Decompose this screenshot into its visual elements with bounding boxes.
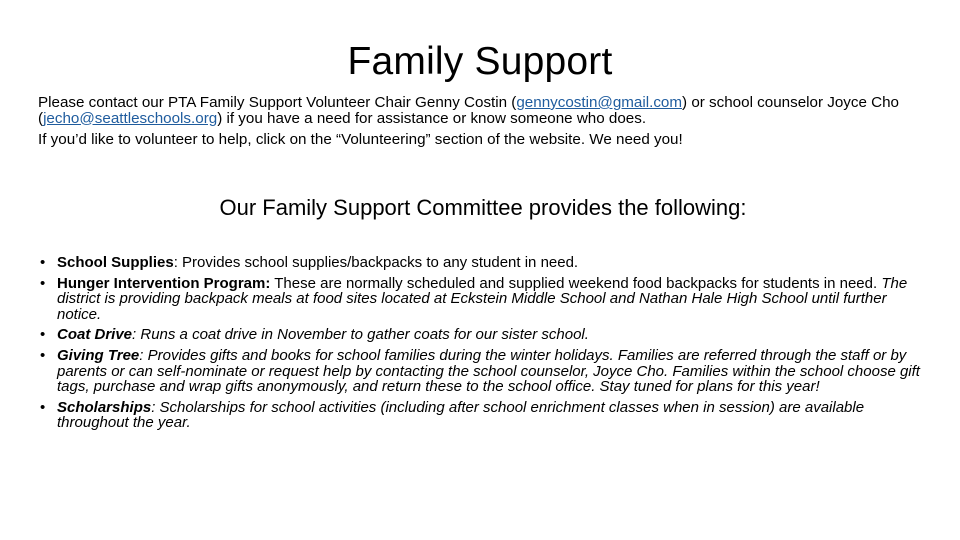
item-note: The district is providing backpack meals at food sites located at Eckstein Middle School and Nathan Hale High School until further notice. [57, 274, 908, 323]
bullet-icon: • [40, 274, 46, 292]
list-item-school-supplies [40, 255, 920, 271]
contact-paragraph [38, 95, 918, 126]
item-separator: : [151, 398, 160, 416]
page-title: Family Support [347, 40, 613, 83]
item-description: These are normally scheduled and supplied weekend food backpacks for students in need. [274, 274, 882, 292]
item-term: School Supplies [57, 254, 174, 271]
committee-heading: Our Family Support Committee provides the following: [219, 195, 747, 220]
bullet-icon: • [40, 254, 46, 271]
contact-text-end: ) if you have a need for assistance or know someone who does. [217, 109, 647, 127]
item-term: Giving Tree [57, 346, 140, 364]
services-list [40, 255, 920, 436]
item-separator: : [139, 346, 148, 364]
item-description: Provides school supplies/backpacks to any student in need. [182, 254, 579, 271]
email-link-joyce-cho[interactable]: jecho@seattleschools.org [43, 109, 218, 127]
item-description: Runs a coat drive in November to gather coats for our sister school. [140, 326, 589, 344]
item-term: Hunger Intervention Program: [57, 274, 271, 292]
list-item-coat-drive [40, 327, 920, 343]
item-separator: : [132, 326, 141, 344]
contact-text-middle: ) or school counselor Joyce Cho ( [38, 94, 899, 127]
list-item-scholarships [40, 400, 920, 431]
item-description: Scholarships for school activities (including after school enrichment classes when in session) are available throughout the year. [57, 398, 865, 432]
volunteer-paragraph: If you’d like to volunteer to help, click on the “Volunteering” section of the website. We need you! [38, 131, 683, 148]
list-item-giving-tree [40, 348, 920, 395]
item-term: Coat Drive [57, 326, 133, 344]
item-description: Provides gifts and books for school families during the winter holidays. Families are referred through the staff or by parents or can self-nominate or request help by contacting the school counselor, Joyce Cho. Families within the school choose gift tags, purchase and wrap gifts anonymously, and return these to the school office. Stay tuned for plans for this year! [57, 346, 920, 396]
item-term: Scholarships [57, 398, 152, 416]
intro-section [38, 95, 918, 148]
bullet-icon: • [40, 398, 46, 416]
bullet-icon: • [40, 346, 46, 364]
item-separator: : [173, 254, 183, 271]
list-item-hunger-intervention [40, 276, 920, 323]
bullet-icon: • [40, 326, 46, 344]
email-link-genny-costin[interactable]: gennycostin@gmail.com [516, 94, 683, 111]
contact-text-start: Please contact our PTA Family Support Volunteer Chair Genny Costin ( [38, 94, 517, 111]
